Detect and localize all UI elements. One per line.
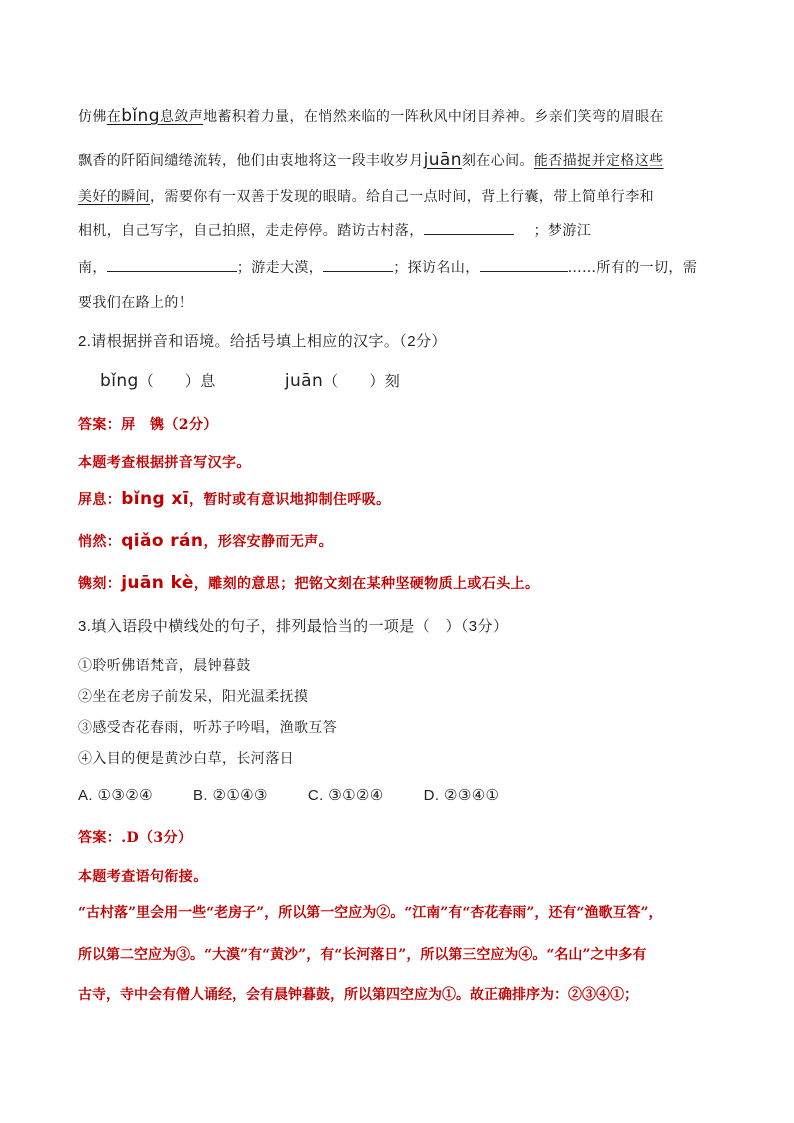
term-pinyin: bǐng xī [121, 489, 189, 509]
passage-text: 仿佛 [78, 109, 107, 125]
pinyin-bing: bǐng [100, 371, 139, 391]
term: 屏息： [78, 492, 122, 508]
passage-text: 飘香的阡陌间缱绻流转，他们由衷地将这一段丰收岁月 [78, 153, 424, 169]
option-b[interactable]: B. ②①④③ [192, 787, 268, 804]
question-2-answer: 答案：屏 镌（2分） [78, 417, 218, 433]
passage-text: ，需要你有一双善于发现的眼睛。给自己一点时间，背上行囊，带上简单行李和 [150, 189, 654, 205]
passage-text: 要我们在路上的！ [78, 295, 194, 311]
question-3-answer: 答案：.D（3分） [78, 830, 193, 846]
term-pinyin: juān kè [121, 573, 194, 593]
passage-text: 地蓄积着力量，在悄然来临的一阵秋风中闭目养神。乡亲们笑弯的眉眼在 [203, 109, 664, 125]
term-definition: ，雕刻的意思；把铭文刻在某种坚硬物质上或石头上。 [193, 576, 540, 592]
sentence-item-1: ①聆听佛语梵音，晨钟暮鼓 [78, 658, 251, 674]
passage-line-5 [78, 257, 697, 277]
term-pinyin: qiǎo rán [121, 531, 204, 551]
underlined-text: 息敛声 [159, 109, 204, 125]
question-2-stem: 2.请根据拼音和语境。给括号填上相应的汉字。（2分） [78, 333, 447, 350]
underlined-text: 在 [106, 109, 122, 125]
passage-text: ；游走大漠， [236, 260, 324, 276]
underlined-text: 能否描捉并定格这些 [533, 153, 664, 169]
question-2-note: 本题考查根据拼音写汉字。 [78, 455, 251, 471]
answer-slot-2: （ ）刻 [323, 373, 401, 390]
sentence-item-2: ②坐在老房子前发呆，阳光温柔抚摸 [78, 689, 309, 705]
passage-line-2 [78, 150, 664, 170]
question-2-items [100, 370, 400, 391]
passage-text: ；探访名山， [393, 260, 480, 276]
option-c[interactable]: C. ③①②④ [307, 787, 384, 804]
option-d[interactable]: D. ②③④① [423, 787, 500, 804]
question-3-explanation-2: 所以第二空应为③。“大漠”有“黄沙”，有“长河落日”，所以第三空应为④。“名山”之中多有 [78, 947, 647, 963]
fill-blank-1[interactable] [424, 222, 514, 235]
answer-slot-1: （ ）息 [138, 373, 216, 390]
option-a[interactable]: A. ①③②④ [78, 787, 153, 804]
passage-text: 相机，自己写字，自己拍照，走走停停。踏访古村落， [78, 223, 424, 239]
question-3-stem: 3.填入语段中横线处的句子，排列最恰当的一项是（ ）（3分） [78, 618, 509, 635]
passage-line-1 [78, 106, 664, 126]
passage-text: 刻在心间。 [461, 153, 534, 169]
passage-text: ……所有的一切，需 [567, 260, 698, 276]
underlined-text: 美好的瞬间 [78, 189, 150, 205]
explanation-juanke [78, 573, 539, 593]
term: 悄然： [78, 534, 122, 550]
passage-text: ；梦游江 [533, 223, 592, 239]
sentence-item-3: ③感受杏花春雨，听苏子吟唱，渔歌互答 [78, 720, 338, 736]
question-3-options [78, 786, 539, 804]
fill-blank-2[interactable] [107, 259, 237, 272]
fill-blank-4[interactable] [480, 259, 568, 272]
question-3-explanation-1: “古村落”里会用一些“老房子”，所以第一空应为②。“江南”有“杏花春雨”，还有“渔歌互答”， [78, 905, 663, 921]
pinyin-juan: juān [423, 150, 462, 170]
explanation-bingxi [78, 489, 391, 509]
sentence-item-4: ④入目的便是黄沙白草，长河落日 [78, 751, 294, 767]
passage-line-6 [78, 292, 193, 312]
term: 镌刻： [78, 576, 122, 592]
term-definition: ，暂时或有意识地抑制住呼吸。 [188, 492, 391, 508]
passage-line-3 [78, 186, 654, 206]
term-definition: ，形容安静而无声。 [203, 534, 334, 550]
explanation-qiaoran [78, 531, 333, 551]
passage-line-4 [78, 220, 591, 240]
pinyin-juan: juān [284, 371, 324, 391]
pinyin-bing: bǐng [121, 106, 160, 126]
fill-blank-3[interactable] [323, 259, 393, 272]
question-3-explanation-3: 古寺，寺中会有僧人诵经，会有晨钟暮鼓，所以第四空应为①。故正确排序为：②③④①； [78, 987, 638, 1003]
question-3-note: 本题考查语句衔接。 [78, 869, 208, 885]
passage-text: 南， [78, 260, 107, 276]
